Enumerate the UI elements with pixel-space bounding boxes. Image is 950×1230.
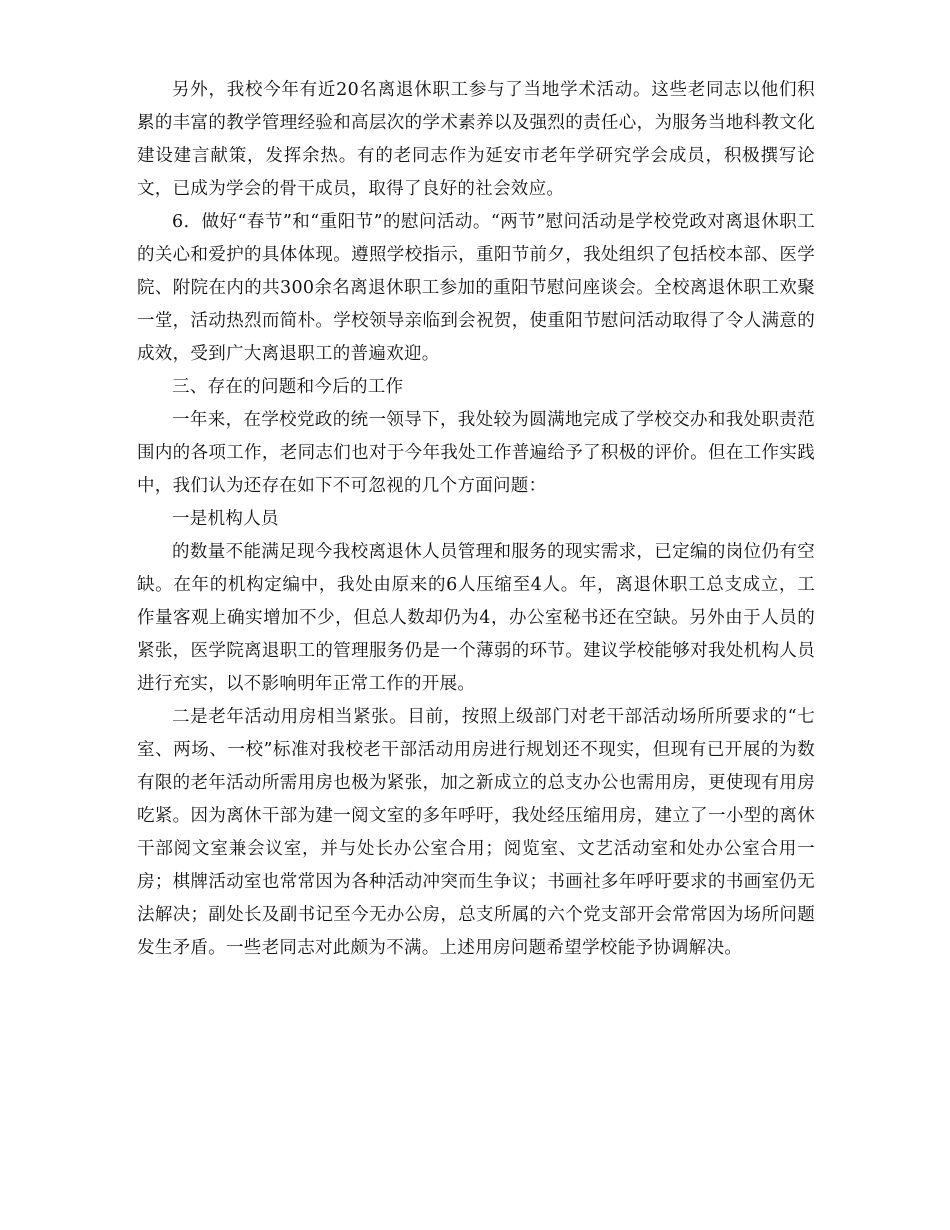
paragraph-holiday-condolence: 6．做好“春节”和“重阳节”的慰问活动。“两节”慰问活动是学校党政对离退休职工的关心和爱护的具体体现。遵照学校指示，重阳节前夕，我处组织了包括校本部、医学院、附院在内的共300余名离退休职工参加的重阳节慰问座谈会。全校离退休职工欢聚一堂，活动热烈而简朴。学校领导亲临到会祝贺，使重阳节慰问活动取得了令人满意的成效，受到广大离退职工的普遍欢迎。: [137, 212, 815, 364]
paragraph-year-summary: 一年来，在学校党政的统一领导下，我处较为圆满地完成了学校交办和我处职责范围内的各项工作，老同志们也对于今年我处工作普遍给予了积极的评价。但在工作实践中，我们认为还存在如下不可忽视的几个方面问题：: [137, 410, 815, 496]
paragraph-activity-rooms: 二是老年活动用房相当紧张。目前，按照上级部门对老干部活动场所所要求的“七室、两场、一校”标准对我校老干部活动用房进行规划还不现实，但现有已开展的为数有限的老年活动所需用房也极为紧张，加之新成立的总支办公也需用房，更使现有用房吃紧。因为离休干部为建一阅文室的多年呼吁，我处经压缩用房，建立了一小型的离休干部阅文室兼会议室，并与处长办公室合用；阅览室、文艺活动室和处办公室合用一房；棋牌活动室也常常因为各种活动冲突而生争议；书画社多年呼吁要求的书画室仍无法解决；副处长及副书记至今无办公房，总支所属的六个党支部开会常常因为场所问题发生矛盾。一些老同志对此颇为不满。上述用房问题希望学校能予协调解决。: [137, 707, 815, 958]
paragraph-retiree-academic-activities: 另外，我校今年有近20名离退休职工参与了当地学术活动。这些老同志以他们积累的丰富的教学管理经验和高层次的学术素养以及强烈的责任心，为服务当地科教文化建设建言献策，发挥余热。有的老同志作为延安市老年学研究学会成员，积极撰写论文，已成为学会的骨干成员，取得了良好的社会效应。: [137, 80, 815, 199]
document-body: [137, 74, 815, 965]
paragraph-problem-one-title: 一是机构人员: [172, 509, 279, 529]
paragraph-staffing-shortage: 的数量不能满足现今我校离退休人员管理和服务的现实需求，已定编的岗位仍有空缺。在年的机构定编中，我处由原来的6人压缩至4人。年，离退休职工总支成立，工作量客观上确实增加不少，但总人数却仍为4，办公室秘书还在空缺。另外由于人员的紧张，医学院离退职工的管理服务仍是一个薄弱的环节。建议学校能够对我处机构人员进行充实，以不影响明年正常工作的开展。: [137, 542, 815, 694]
section-heading-problems: 三、存在的问题和今后的工作: [172, 377, 404, 397]
